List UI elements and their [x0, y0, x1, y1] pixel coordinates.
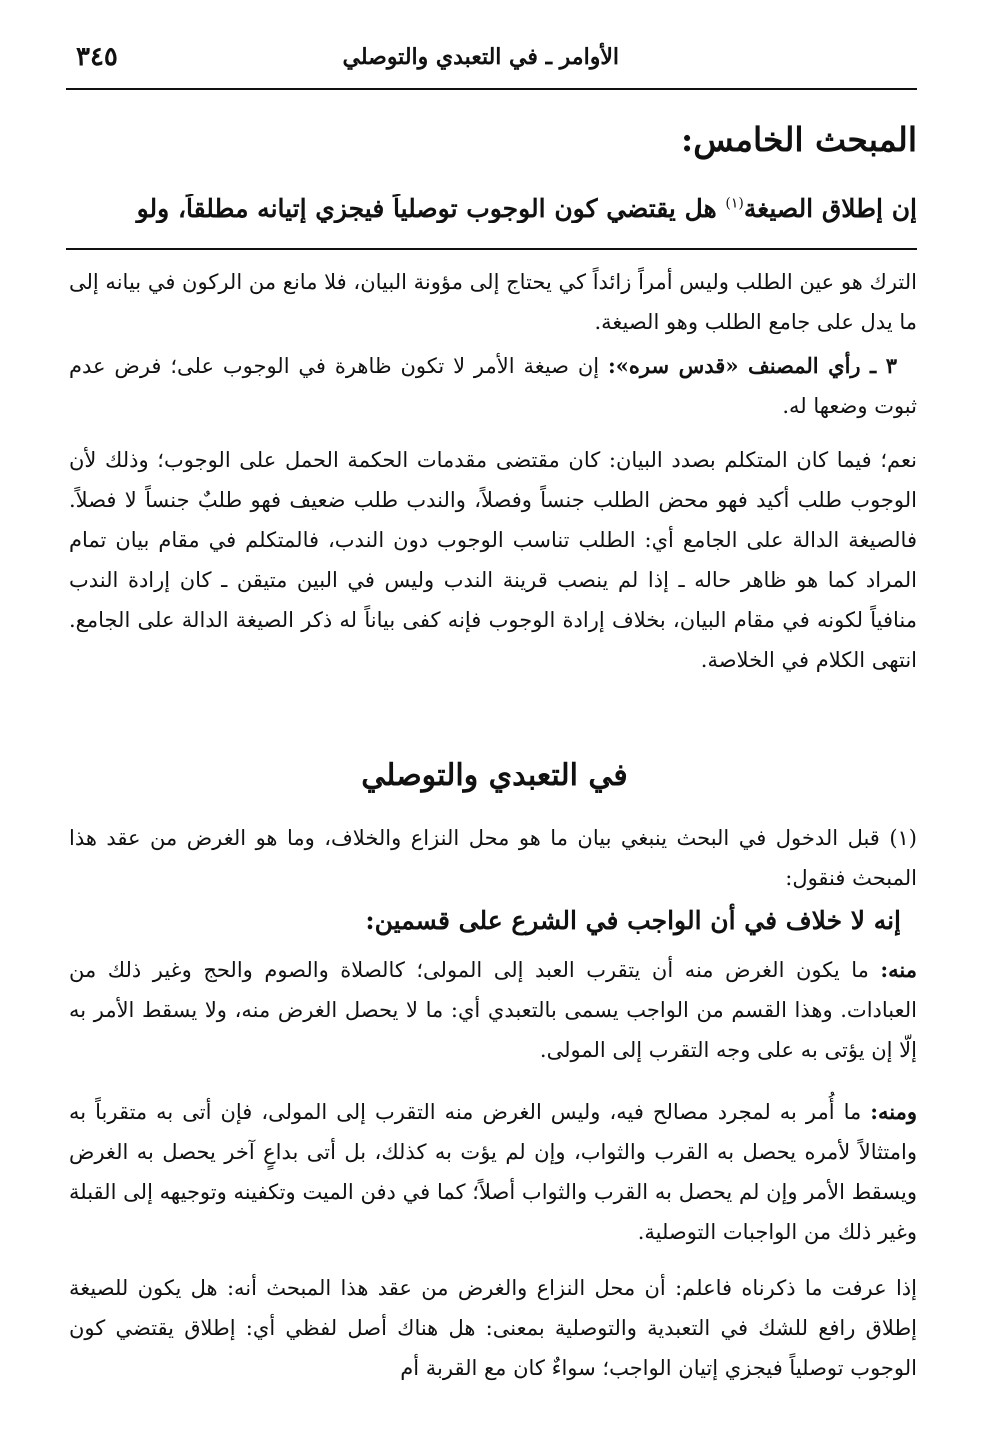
author-opinion-heading: ٣ ـ رأي المصنف «قدس سره»:: [608, 353, 897, 378]
main-text-continued: هل يقتضي كون الوجوب توصلياً فيجزي إتيانه مطلقاً، ولو: [136, 194, 717, 223]
footnote-p3-lead: ومنه:: [870, 1099, 917, 1124]
footnote-p2-text: ما يكون الغرض منه أن يتقرب العبد إلى المولى؛ كالصلاة والصوم والحج وغير ذلك من العبادات. وهذا القسم من الواجب يسمى بالتعبدي أي: ما لا يحصل الغرض منه، ولا يسقط الأمر به إلّا إن يؤتى به على وجه التقرب إلى المولى.: [69, 958, 917, 1062]
footnote-paragraph-2: [69, 950, 917, 1070]
running-title: الأوامر ـ في التعبدي والتوصلي: [342, 44, 619, 70]
main-text-start: إن إطلاق الصيغة: [743, 194, 917, 223]
body-rule: [66, 248, 917, 250]
header-rule: [66, 88, 917, 90]
section-heading: المبحث الخامس:: [681, 120, 917, 159]
footnote-paragraph-3: [69, 1092, 917, 1252]
footnote-paragraph-1: (١) قبل الدخول في البحث ينبغي بيان ما هو محل النزاع والخلاف، وما هو الغرض من عقد هذا المبحث فنقول:: [69, 826, 917, 890]
body-paragraph-1: الترك هو عين الطلب وليس أمراً زائداً كي يحتاج إلى مؤونة البيان، فلا مانع من الركون في بيانه إلى ما يدل على جامع الطلب وهو الصيغة.: [69, 270, 917, 334]
body-paragraph-3: نعم؛ فيما كان المتكلم بصدد البيان: كان مقتضى مقدمات الحكمة الحمل على الوجوب؛ وذلك لأن الوجوب طلب أكيد فهو محض الطلب جنساً وفصلاً، والندب طلب ضعيف فهو طلبٌ جنساً لا فصلاً. فالصيغة الدالة على الجامع أي: الطلب تناسب الوجوب دون الندب، فالمتكلم في مقام بيان تمام المراد كما هو ظاهر حاله ـ إذا لم ينصب قرينة الندب وليس في البين متيقن ـ كان إرادة الندب منافياً لكونه في مقام البيان، بخلاف إرادة الوجوب فإنه كفى بياناً له ذكر الصيغة الدالة على الجامع. انتهى الكلام في الخلاصة.: [69, 448, 917, 672]
footnote-heading: في التعبدي والتوصلي: [361, 758, 628, 793]
footnote-p3-text: ما أُمر به لمجرد مصالح فيه، وليس الغرض منه التقرب إلى المولى، فإن أتى به متقرباً به وامتثالاً لأمره يحصل به القرب والثواب، وإن لم يؤت به كذلك، بل أتى بداعٍ آخر يحصل به الغرض ويسقط الأمر وإن لم يحصل به القرب والثواب أصلاً؛ كما في دفن الميت وتكفينه وتوجيهه إلى القبلة وغير ذلك من الواجبات التوصلية.: [69, 1100, 917, 1244]
author-opinion-text: إن صيغة الأمر لا تكون ظاهرة في الوجوب على؛ فرض عدم ثبوت وضعها له.: [69, 354, 917, 418]
page-number: ٣٤٥: [76, 42, 118, 72]
main-text-line: [60, 194, 917, 223]
footnote-paragraph-4: إذا عرفت ما ذكرناه فاعلم: أن محل النزاع والغرض من عقد هذا المبحث أنه: هل يكون للصيغة إطلاق رافع للشك في التعبدية والتوصلية بمعنى: هل هناك أصل لفظي أي: إطلاق يقتضي كون الوجوب توصلياً فيجزي إتيان الواجب؛ سواءٌ كان مع القربة أم: [69, 1276, 917, 1380]
body-paragraph-2: [69, 346, 917, 426]
footnote-marker: (١): [725, 195, 744, 212]
footnote-bold-line: إنه لا خلاف في أن الواجب في الشرع على قسمين:: [365, 906, 901, 935]
footnote-p2-lead: منه:: [880, 957, 917, 982]
